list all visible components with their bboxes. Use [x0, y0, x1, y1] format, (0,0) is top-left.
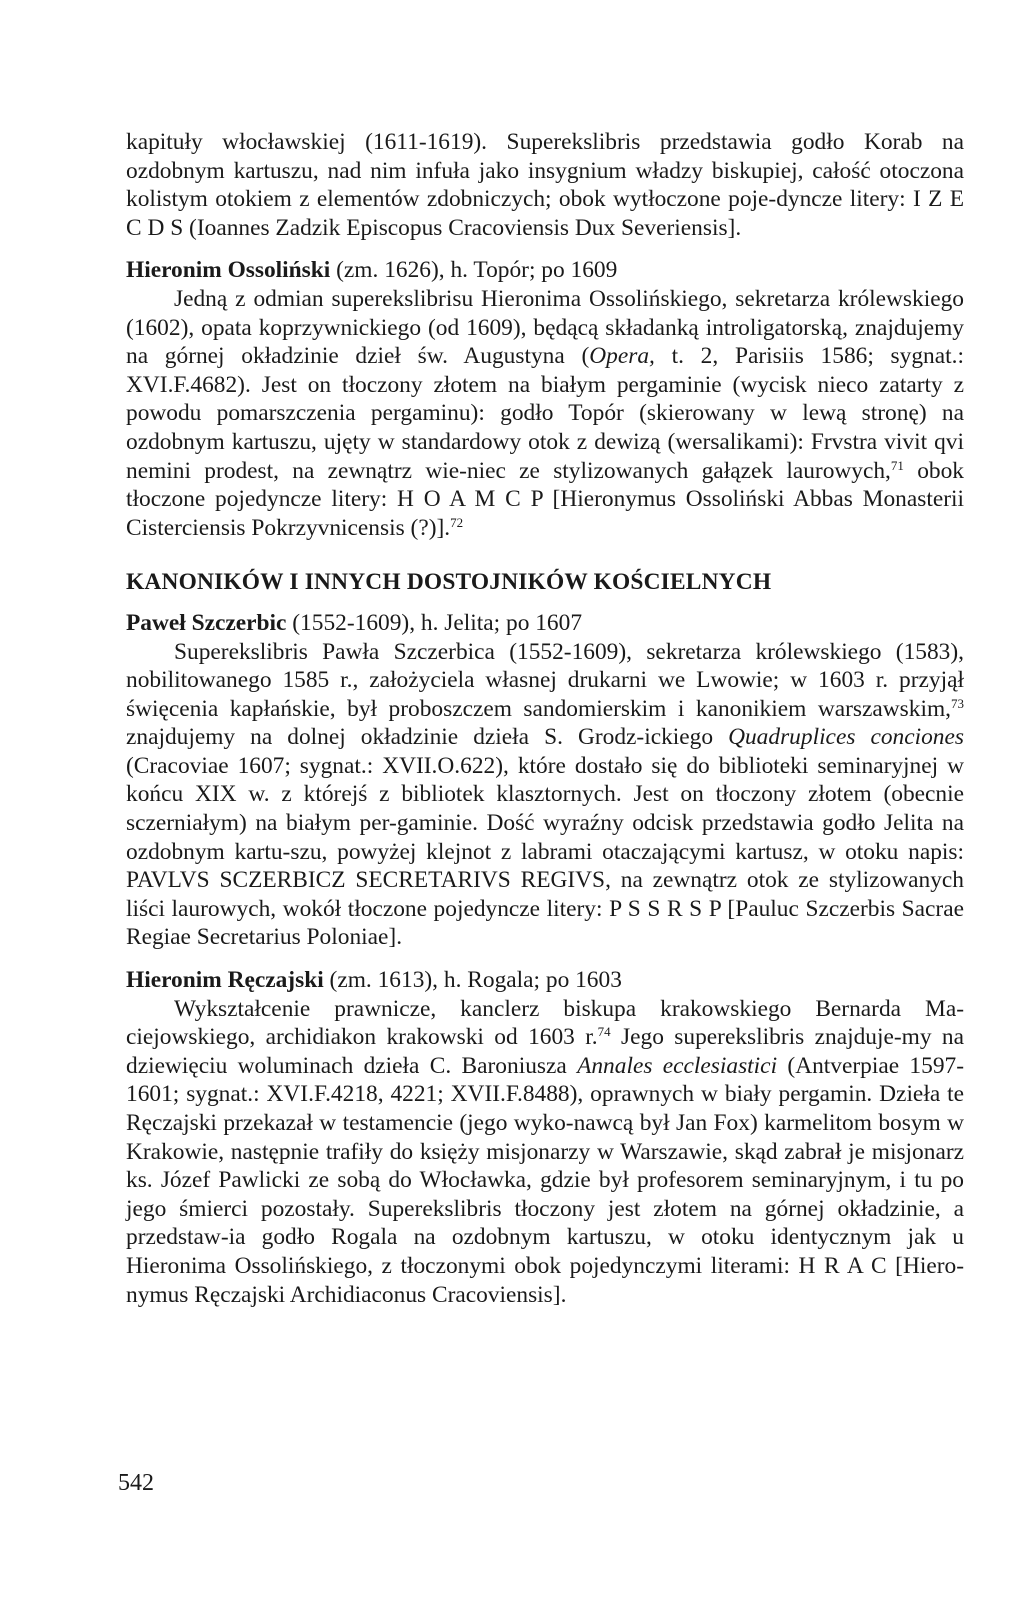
footnote-ref: 73	[951, 695, 964, 711]
section-heading: KANONIKÓW I INNYCH DOSTOJNIKÓW KOŚCIELNYCH	[126, 569, 772, 596]
footnote-ref: 72	[450, 514, 464, 530]
entry-body-reczajski: Wykształcenie prawnicze, kanclerz biskupa krakowskiego Bernarda Ma-ciejowskiego, archidiakon krakowski od 1603 r.$^{74}$ Jego superekslibris znajduje-my na dziewięciu woluminach dzieła C. Baroniusza Annales ecclesiastici (Antverpiae 1597-1601; sygnat.: XVI.F.4218, 4221; XVII.F.8488), oprawnych w biały pergamin. Dzieła te Ręczajski przekazał w testamencie (jego wyko-nawcą był Jan Fox) karmelitom bosym w Krakowie, następnie trafiły do księży misjonarzy w Warszawie, skąd zabrał je misjonarz ks. Józef Pawlicki ze sobą do Włocławka, gdzie był profesorem seminaryjnym, i tu po jego śmierci pozostały. Superekslibris tłoczony jest złotem na górnej okładzinie, a przedstaw-ia godło Rogala na ozdobnym kartuszu, w otoku identycznym jak u Hieronima Ossolińskiego, z tłoczonymi obok pojedynczymi literami: H R A C [Hiero-nymus Ręczajski Archidiaconus Cracoviensis].	[126, 995, 965, 1308]
entry-name: Hieronim Ossoliński	[126, 257, 331, 284]
entry-name: Hieronim Ręczajski	[126, 967, 324, 994]
entry-heading-szczerbic: Paweł Szczerbic (1552-1609), h. Jelita; po 1607	[126, 609, 583, 636]
page-number: 542	[118, 1470, 154, 1496]
entry-heading-ossolinski: Hieronim Ossoliński (zm. 1626), h. Topór; po 1609	[126, 257, 618, 284]
body-text	[126, 128, 964, 1309]
entry-body-szczerbic: Superekslibris Pawła Szczerbica (1552-1609), sekretarza królewskiego (1583), nobilitowanego 1585 r., założyciela własnej drukarni we Lwowie; w 1603 r. przyjął święcenia kapłańskie, był proboszczem sandomierskim i kanonikiem warszawskim,$^{73}$ znajdujemy na dolnej okładzinie dzieła S. Grodz-ickiego Quadruplices conciones (Cracoviae 1607; sygnat.: XVII.O.622), które dostało się do biblioteki seminaryjnej w końcu XIX w. z którejś z bibliotek klasztornych. Jest on tłoczony złotem (obecnie sczerniałym) na białym per-gaminie. Dość wyraźny odcisk przedstawia godło Jelita na ozdobnym kartu-szu, powyżej klejnot z labrami otaczającymi kartusz, w otoku napis: PAVLVS SCZERBICZ SECRETARIVS REGIVS, na zewnątrz otok ze stylizowanych liści laurowych, wokół tłoczone pojedyncze litery: P S S R S P [Pauluc Szczerbis Sacrae Regiae Secretarius Poloniae].	[126, 638, 964, 951]
entry-heading-reczajski: Hieronim Ręczajski (zm. 1613), h. Rogala; po 1603	[126, 967, 622, 994]
paragraph-zadzik-continuation: kapituły włocławskiej (1611-1619). Superekslibris przedstawia godło Korab na ozdobnym kartuszu, nad nim infuła jako insygnium władzy biskupiej, całość otoczona kolistym otokiem z elementów zdobniczych; obok wytłoczone poje-dyncze litery: I Z E C D S (Ioannes Zadzik Episcopus Cracoviensis Dux Severiensis].	[126, 129, 964, 241]
entry-name: Paweł Szczerbic	[126, 609, 287, 636]
entry-body-ossolinski: Jedną z odmian superekslibrisu Hieronima Ossolińskiego, sekretarza królewskiego (1602), opata koprzywnickiego (od 1609), będącą składanką introligatorską, znajdujemy na górnej okładzinie dzieł św. Augustyna (Opera, t. 2, Parisiis 1586; sygnat.: XVI.F.4682). Jest on tłoczony złotem na białym pergaminie (wycisk nieco zatarty z powodu pomarszczenia pergaminu): godło Topór (skierowany w lewą stronę) na ozdobnym kartuszu, ujęty w standardowy otok z dewizą (wersalikami): Frvstra vivit qvi nemini prodest, na zewnątrz wie-niec ze stylizowanych gałązek laurowych,$^{71}$ obok tłoczone pojedyncze litery: H O A M C P [Hieronymus Ossoliński Abbas Monasterii Cisterciensis Pokrzyvnicensis (?)].$^{72}$	[126, 285, 964, 541]
footnote-ref: 71	[890, 457, 904, 473]
footnote-ref: 74	[597, 1024, 611, 1040]
